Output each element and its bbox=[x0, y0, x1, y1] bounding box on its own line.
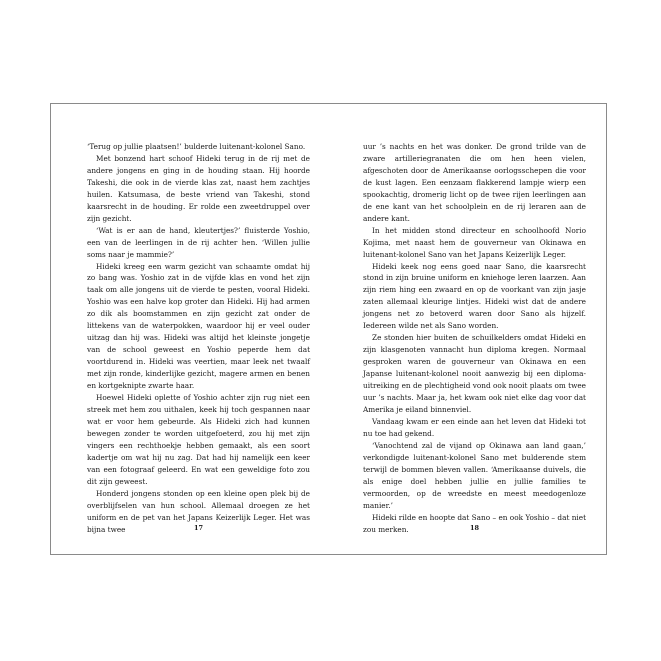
paragraph: ‘Terug op jullie plaatsen!’ bulderde luitenant-kolonel Sano. bbox=[87, 142, 306, 151]
paragraph: In het midden stond directeur en schoolhoofd Norio Kojima, met naast hem de gouverneur van Okinawa en luitenant-kolonel Sano van het Japans Keizerlijk Leger. bbox=[363, 225, 586, 259]
page-number-left: 17 bbox=[193, 524, 204, 532]
paragraph: Ze stonden hier buiten de schuilkelders omdat Hideki en zijn klasgenoten vannacht hun diploma kregen. Normaal gesproken waren de gouverneur van Okinawa en een Japanse luitenant-kolonel nooit aanwezig bij een diploma-uitreiking en de plechtigheid vond ook nooit plaats om twee uur ’s nachts. Maar ja, het kwam ook niet elke dag voor dat Amerika je eiland binnenviel. bbox=[363, 333, 586, 414]
paragraph: Met bonzend hart schoof Hideki terug in de rij met de andere jongens en ging in de houding staan. Hij hoorde Takeshi, die ook in de vierde klas zat, naast hem zachtjes huilen. Katsumasa, de beste vriend van Takeshi, stond kaarsrecht in de houding. Er rolde een zweetdruppel over zijn gezicht. bbox=[87, 153, 310, 223]
paragraph: uur ’s nachts en het was donker. De grond trilde van de zware artilleriegranaten die om hen heen vielen, afgeschoten door de Amerikaanse oorlogsschepen die voor de kust lagen. Een eenzaam flakkerend lampje wierp een spookachtig, dromerig licht op de twee rijen leerlingen aan de ene kant van het schoolplein en de rij leraren aan de andere kant. bbox=[363, 142, 586, 223]
page-number-right: 18 bbox=[469, 524, 480, 532]
paragraph: Vandaag kwam er een einde aan het leven dat Hideki tot nu toe had gekend. bbox=[363, 416, 586, 438]
paragraph: Hideki rilde en hoopte dat Sano – en ook Yoshio – dat niet zou merken. bbox=[363, 512, 586, 534]
book-spread bbox=[50, 103, 607, 555]
paragraph: ‘Vanochtend zal de vijand op Okinawa aan land gaan,’ verkondigde luitenant-kolonel Sano met bulderende stem terwijl de bommen bleven vallen. ‘Amerikaanse duivels, die als enige doel hebben jullie en jullie families te vermoorden, op de wreedste en meest meedogenloze manier.’ bbox=[363, 440, 586, 510]
left-page bbox=[87, 141, 310, 535]
paragraph: Hoewel Hideki oplette of Yoshio achter zijn rug niet een streek met hem zou uithalen, keek hij toch gespannen naar wat er voor hem gebeurde. Als Hideki zich had kunnen bewegen zonder te worden uitgefoeterd, zou hij met zijn vingers een rechthoekje hebben gemaakt, als een soort kadertje om wat hij nu zag. Dat had hij namelijk een keer van een fotograaf geleerd. En wat een geweldige foto zou dit zijn geweest. bbox=[87, 393, 310, 486]
paragraph: ‘Wat is er aan de hand, kleutertjes?’ fluisterde Yoshio, een van de leerlingen in de rij achter hen. ‘Willen jullie soms naar je mammie?’ bbox=[87, 225, 310, 259]
right-page bbox=[363, 141, 586, 535]
paragraph: Honderd jongens stonden op een kleine open plek bij de overblijfselen van hun school. Allemaal droegen ze het uniform en de pet van het Japans Keizerlijk Leger. Het was bijna twee bbox=[87, 488, 310, 534]
paragraph: Hideki keek nog eens goed naar Sano, die kaarsrecht stond in zijn bruine uniform en kniehoge leren laarzen. Aan zijn riem hing een zwaard en op de voorkant van zijn jasje zaten allemaal kleurige lintjes. Hideki wist dat de andere jongens net zo betoverd waren door Sano als hijzelf. Iedereen wilde net als Sano worden. bbox=[363, 261, 586, 331]
paragraph: Hideki kreeg een warm gezicht van schaamte omdat hij zo bang was. Yoshio zat in de vijfde klas en vond het zijn taak om alle jongens uit de vierde te pesten, vooral Hideki. Yoshio was een halve kop groter dan Hideki. Hij had armen zo dik als boomstammen en zijn gezicht zat onder de littekens van de waterpokken, waardoor hij er veel ouder uitzag dan hij was. Hideki was altijd het kleinste jongetje van de school geweest en Yoshio peperde hem dat voortdurend in. Hideki was veertien, maar leek net twaalf met zijn ronde, kinderlijke gezicht, magere armen en benen en kortgeknipte zwarte haar. bbox=[87, 261, 310, 391]
